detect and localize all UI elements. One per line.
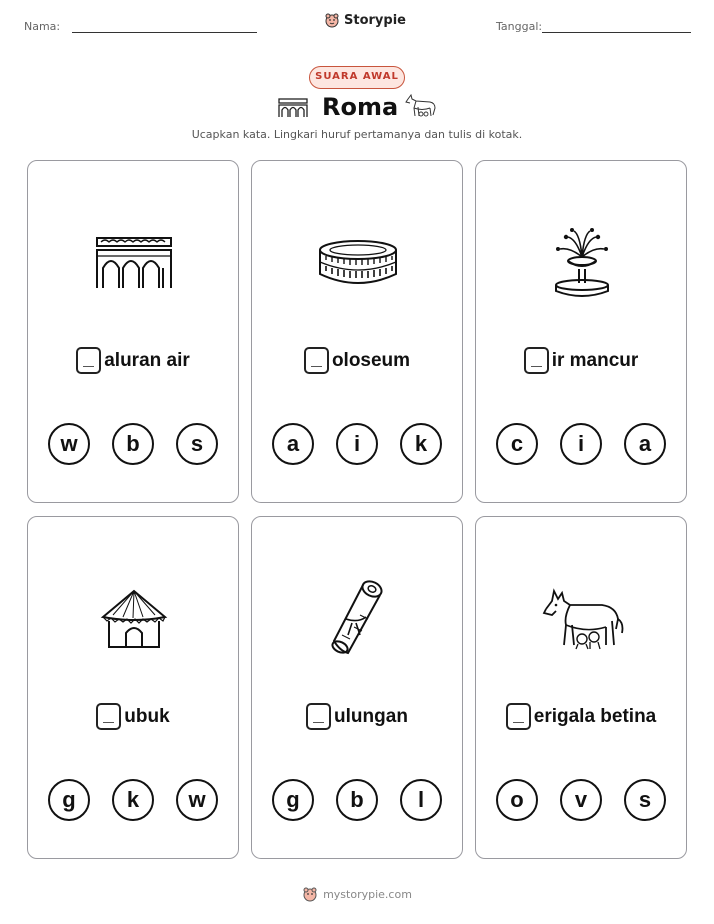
letter-choice[interactable]: w bbox=[48, 423, 90, 465]
letter-choice[interactable]: k bbox=[400, 423, 442, 465]
answer-box[interactable] bbox=[76, 347, 101, 374]
date-field[interactable] bbox=[542, 32, 691, 33]
word-card bbox=[251, 516, 463, 859]
category-badge: SUARA AWAL bbox=[309, 66, 405, 89]
word-stem: ulungan bbox=[334, 705, 408, 727]
name-label: Nama: bbox=[24, 20, 61, 33]
word-card bbox=[27, 516, 239, 859]
aqueduct-icon bbox=[278, 98, 308, 118]
brand-name: Storypie bbox=[344, 12, 406, 28]
she-wolf-icon bbox=[404, 93, 438, 119]
instruction-text: Ucapkan kata. Lingkari huruf pertamanya dan tulis di kotak. bbox=[191, 128, 523, 141]
brand-logo bbox=[324, 12, 406, 28]
page-footer bbox=[0, 886, 714, 902]
word-stem: ubuk bbox=[124, 705, 170, 727]
answer-box[interactable] bbox=[524, 347, 549, 374]
letter-choice[interactable]: a bbox=[624, 423, 666, 465]
letter-choice[interactable]: c bbox=[496, 423, 538, 465]
she-wolf-icon bbox=[540, 587, 624, 651]
letter-choice[interactable]: i bbox=[560, 423, 602, 465]
letter-choice[interactable]: l bbox=[400, 779, 442, 821]
hut-icon bbox=[99, 587, 169, 651]
storypie-mascot-icon bbox=[324, 12, 340, 28]
answer-box[interactable] bbox=[304, 347, 329, 374]
word-card bbox=[475, 516, 687, 859]
title-row bbox=[0, 93, 714, 123]
word-card bbox=[27, 160, 239, 503]
scroll-icon bbox=[326, 579, 390, 659]
letter-choice[interactable]: o bbox=[496, 779, 538, 821]
answer-box[interactable] bbox=[506, 703, 531, 730]
letter-choice[interactable]: s bbox=[624, 779, 666, 821]
letter-choice[interactable]: w bbox=[176, 779, 218, 821]
aqueduct-icon bbox=[95, 236, 173, 290]
letter-choice[interactable]: b bbox=[112, 423, 154, 465]
word-card bbox=[475, 160, 687, 503]
letter-choice[interactable]: k bbox=[112, 779, 154, 821]
footer-url[interactable]: mystorypie.com bbox=[323, 887, 412, 901]
date-label: Tanggal: bbox=[496, 20, 543, 33]
letter-choice[interactable]: g bbox=[48, 779, 90, 821]
letter-choice[interactable]: s bbox=[176, 423, 218, 465]
letter-choice[interactable]: i bbox=[336, 423, 378, 465]
letter-choice[interactable]: v bbox=[560, 779, 602, 821]
colosseum-icon bbox=[316, 238, 400, 288]
fountain-icon bbox=[552, 227, 612, 299]
worksheet-title: Roma bbox=[322, 93, 399, 121]
name-field[interactable] bbox=[72, 32, 257, 33]
storypie-mascot-icon bbox=[302, 886, 318, 902]
letter-choice[interactable]: b bbox=[336, 779, 378, 821]
word-card bbox=[251, 160, 463, 503]
letter-choice[interactable]: g bbox=[272, 779, 314, 821]
word-stem: aluran air bbox=[104, 349, 190, 371]
letter-choice[interactable]: a bbox=[272, 423, 314, 465]
answer-box[interactable] bbox=[96, 703, 121, 730]
answer-box[interactable] bbox=[306, 703, 331, 730]
word-stem: erigala betina bbox=[533, 705, 657, 727]
worksheet-header bbox=[0, 0, 714, 44]
word-stem: oloseum bbox=[331, 349, 411, 371]
word-stem: ir mancur bbox=[551, 349, 639, 371]
